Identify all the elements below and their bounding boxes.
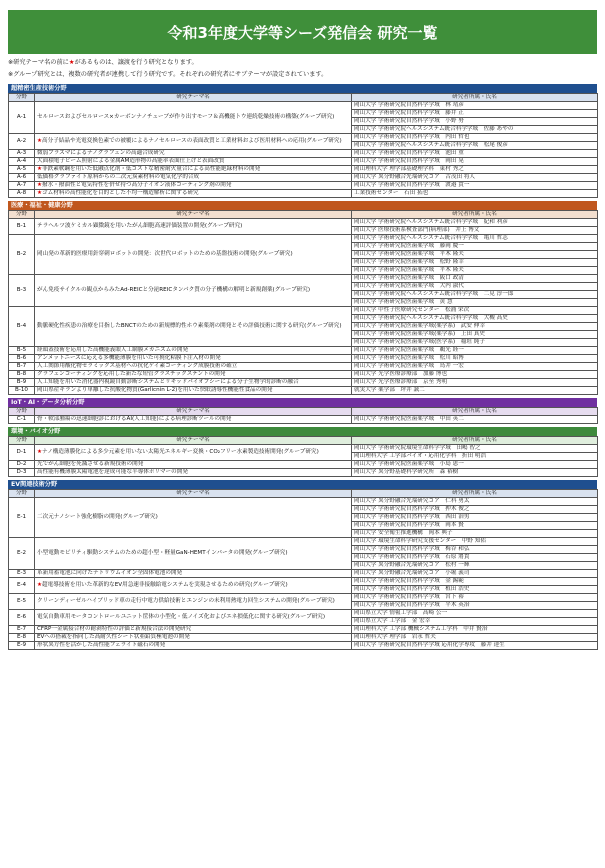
star-icon: ★	[37, 449, 43, 455]
row-theme	[35, 626, 352, 634]
table-row	[9, 626, 598, 634]
theme-text: 小型電動モビリティ駆動システムのための超小型・軽量GaN-HEMTインバータの開発(グループ研究)	[37, 550, 288, 556]
row-researchers	[352, 275, 598, 307]
researcher-entry: 岡山大学 学術研究院ヘルスシステム統合科学学域 大槻 高史	[352, 314, 597, 322]
row-researchers	[352, 347, 598, 355]
page-title: 令和3年度大学等シーズ発信会 研究一覧	[8, 10, 597, 54]
table-header-row	[9, 490, 598, 498]
row-researchers	[352, 626, 598, 634]
row-theme	[35, 166, 352, 174]
column-header-id: 分野	[9, 408, 35, 416]
researcher-entry: 岡山大学 学術研究院自然科学学域 応用化学専攻 藤井 達生	[354, 642, 505, 648]
theme-text: 骨・軟部腫瘍の迅速細胞診におけるAI(人工知能)による病理診断ツールの開発	[37, 416, 232, 422]
note-line	[8, 69, 597, 81]
table-row	[9, 498, 598, 538]
row-researchers	[352, 134, 598, 150]
theme-text: 撥水・撥油性と電気特性を併せ持つ高分子イオン液体コーティング剤の開発	[42, 182, 232, 188]
row-theme	[35, 594, 352, 610]
researcher-entry: 岡山大学 学術研究院自然科学学域 梅谷 和弘	[352, 545, 597, 553]
row-researchers	[352, 461, 598, 469]
row-researchers	[352, 102, 598, 134]
row-researchers	[352, 642, 598, 650]
column-header-theme: 研究テーマ名	[35, 211, 352, 219]
theme-text: 大面積電子ビーム照射による金属AM造形物の高能率表面仕上げと表面改質	[37, 158, 225, 164]
table-row	[9, 469, 598, 477]
column-header-researcher: 研究者所属・氏名	[352, 437, 598, 445]
row-researchers	[352, 469, 598, 477]
table-row	[9, 235, 598, 275]
row-id: D-2	[9, 461, 35, 469]
row-id: E-1	[9, 498, 35, 538]
researcher-entry: 岡山大学 安全衛生推進機構 岡本 典子	[352, 529, 597, 537]
row-researchers	[352, 387, 598, 395]
table-row	[9, 275, 598, 307]
row-id: D-1	[9, 445, 35, 461]
row-id: D-3	[9, 469, 35, 477]
row-id: B-4	[9, 307, 35, 347]
table-row	[9, 134, 598, 150]
theme-text: 人工知能を用いた消化器内視鏡自動診断システムとリキッドバイオプシーによる分子生物学的診断の融合	[37, 379, 299, 385]
researcher-entry: 岡山大学 学術研究院ヘルスシステム統合科学学域 佐藤 あやの	[352, 125, 597, 133]
researcher-entry: 岡山大学 学術研究院自然科学学域 岡田 晃	[354, 158, 464, 164]
researcher-entry: 岡山大学 学術研究院医歯薬学域 阪口 政清	[354, 275, 464, 281]
row-id: B-7	[9, 363, 35, 371]
row-theme	[35, 219, 352, 235]
row-researchers	[352, 355, 598, 363]
section-header: 医療・福祉・健康分野	[8, 201, 597, 210]
note-text: ※グループ研究とは、複数の研究者が連携して行う研究です。それぞれの研究者にサブテーマが設定されています。	[8, 71, 328, 78]
row-theme	[35, 461, 352, 469]
theme-text: 超電導技術を用いた革新的なEV用急速非接触給電システムを実現させるための研究(グループ研究)	[42, 582, 288, 588]
research-table	[8, 489, 598, 650]
row-researchers	[352, 219, 598, 235]
section	[8, 201, 597, 395]
researcher-entry: 岡山大学 学術研究院自然科学学域 押木 俊之	[352, 505, 597, 513]
table-row	[9, 347, 598, 355]
researcher-entry: 岡山大学 学術研究院自然科学学域 池田 重	[354, 150, 464, 156]
table-row	[9, 445, 598, 461]
note-line	[8, 57, 597, 69]
table-row	[9, 182, 598, 190]
document-page	[8, 10, 597, 650]
row-id: A-5	[9, 166, 35, 174]
note-text: があるものは、譲渡を行う研究となります。	[74, 59, 198, 66]
researcher-entry: 工業技術センター 石田 拓也	[354, 190, 429, 196]
row-theme	[35, 275, 352, 307]
row-id: A-3	[9, 150, 35, 158]
column-header-researcher: 研究者所属・氏名	[352, 490, 598, 498]
row-id: B-2	[9, 235, 35, 275]
row-researchers	[352, 166, 598, 174]
star-icon: ★	[37, 138, 43, 144]
theme-text: 電気自動車用モータコントロールユニット筐体の小型化・低ノイズ化およびエネ損低化に関する研究(グループ研究)	[37, 614, 326, 620]
table-row	[9, 363, 598, 371]
theme-text: 経頭蓋技術を応用した高機能義眼人工網膜メカニズムの開発	[37, 347, 189, 353]
star-icon: ★	[37, 166, 43, 172]
researcher-entry: 岡山大学 異分野融合先端研究コア 小堀 義司	[354, 570, 470, 576]
row-id: E-9	[9, 642, 35, 650]
theme-text: クリーンディーゼルハイブリッド車の走行中電力供給技術とエンジンの未利用熱電力回生システムの開発(グループ研究)	[37, 598, 335, 604]
table-row	[9, 371, 598, 379]
row-id: A-7	[9, 182, 35, 190]
row-theme	[35, 416, 352, 424]
researcher-entry: 岡山大学 学術研究院医歯薬学域 平木 隆夫	[352, 250, 597, 258]
row-theme	[35, 347, 352, 355]
table-row	[9, 594, 598, 610]
table-row	[9, 307, 598, 347]
row-theme	[35, 445, 352, 461]
row-researchers	[352, 445, 598, 461]
researcher-entry: 岡山大学 学術研究院自然科学学域 金 錫範	[354, 578, 464, 584]
row-theme	[35, 570, 352, 578]
row-theme	[35, 498, 352, 538]
note-text: ※研究テーマ名の前に	[8, 59, 69, 66]
row-theme	[35, 642, 352, 650]
researcher-entry: 岡山大学 学術研究院医歯薬学域(薬学系) 武安 伸幸	[352, 322, 597, 330]
row-theme	[35, 363, 352, 371]
researcher-entry: 岡山大学 学術研究院ヘルスシステム統合科学学域 松尾 俊彦	[352, 141, 597, 149]
researcher-entry: 岡山大学 学術研究院医歯薬学域(医学系) 稲垣 純子	[352, 338, 597, 346]
researcher-entry: 岡山大学 異分野融合先端研究コア 松村 一輝	[352, 561, 597, 569]
table-row	[9, 461, 598, 469]
section-header: 環境・バイオ分野	[8, 427, 597, 436]
row-theme	[35, 469, 352, 477]
row-id: A-4	[9, 158, 35, 166]
research-table	[8, 436, 598, 477]
row-theme	[35, 102, 352, 134]
column-header-researcher: 研究者所属・氏名	[352, 408, 598, 416]
table-row	[9, 387, 598, 395]
row-theme	[35, 190, 352, 198]
table-row	[9, 570, 598, 578]
theme-text: 形状異方性を活かした高性能フェライト磁石の開発	[37, 642, 166, 648]
row-id: B-5	[9, 347, 35, 355]
row-id: E-2	[9, 538, 35, 570]
researcher-entry: 就実大学 薬学部 坪井 誠二	[354, 387, 425, 393]
row-theme	[35, 158, 352, 166]
table-row	[9, 379, 598, 387]
row-researchers	[352, 371, 598, 379]
researcher-entry: 岡山大学 環境生命科学研究支援センター 中野 知佑	[354, 538, 486, 544]
researcher-entry: 岡山県立大学 工学部 金 宏幸	[352, 617, 597, 625]
row-researchers	[352, 363, 598, 371]
theme-text: がん免疫サイクルの観点からみたAd-REICと分泌REICタンパク質の分子機構の解明と新規創薬(グループ研究)	[37, 287, 311, 293]
researcher-entry: 岡山大学 異分野基礎科学研究所 森 裕樹	[354, 469, 459, 475]
row-researchers	[352, 379, 598, 387]
research-table	[8, 93, 598, 198]
row-id: A-8	[9, 190, 35, 198]
row-id: C-1	[9, 416, 35, 424]
researcher-entry: 岡山大学 学術研究院ヘルスシステム統合科学学域 二見 淳一郎	[352, 290, 597, 298]
row-theme	[35, 174, 352, 182]
row-researchers	[352, 634, 598, 642]
section-header: IoT・AI・データ分析分野	[8, 398, 597, 407]
row-id: B-1	[9, 219, 35, 235]
theme-text: ゴム材料の高性能化を目的とした不均一構造解析に関する研究	[42, 190, 199, 196]
researcher-entry: 岡山大学 学術研究院自然科学学域 小野 努	[352, 117, 597, 125]
researcher-entry: 岡山大学 学術研究院医歯薬学域 小島 恵一	[354, 461, 464, 467]
table-row	[9, 642, 598, 650]
researcher-entry: 岡山大学 学術研究院自然科学学域 内田 哲也	[354, 134, 470, 140]
section	[8, 398, 597, 424]
researcher-entry: 岡山大学 学術研究院医歯薬学域 鳥井 一宏	[354, 363, 464, 369]
section-header: EV関連技術分野	[8, 480, 597, 489]
row-researchers	[352, 182, 598, 190]
table-header-row	[9, 437, 598, 445]
sections-container	[8, 84, 597, 650]
row-theme	[35, 150, 352, 158]
theme-text: 動脈硬化性疾患の治療を目指したBNCTのための新規標的性ホウ素薬剤の開発とその評価技術に関する研究(グループ研究)	[37, 323, 342, 329]
theme-text: CFRP一金属接合材の耐剥特性の評価と新規接合法の開発研究	[37, 626, 192, 632]
researcher-entry: 岡山大学 学術研究院自然科学学域 岡本 賢	[352, 521, 597, 529]
theme-text: 岡山県産キランより単離した抗酸化物質(Garlicnin L-2)を用いた快眠誘導性機能性食品の開発	[37, 387, 273, 393]
researcher-entry: 岡山大学 学術研究院自然科学学域 平木 英治	[352, 601, 597, 609]
row-researchers	[352, 570, 598, 578]
researcher-entry: 岡山理科大学 理学部基礎理学科 東村 秀之	[354, 166, 464, 172]
notes	[8, 57, 597, 81]
row-researchers	[352, 190, 598, 198]
table-row	[9, 190, 598, 198]
researcher-entry: 岡山大学 医療技術系検査部門(病理部) 井上 博文	[352, 226, 597, 234]
researcher-entry: 岡山大学 学術研究院自然科学学域 渡邉 貴一	[354, 182, 470, 188]
row-id: B-6	[9, 355, 35, 363]
column-header-theme: 研究テーマ名	[35, 490, 352, 498]
table-row	[9, 219, 598, 235]
table-row	[9, 610, 598, 626]
row-id: A-6	[9, 174, 35, 182]
researcher-entry: 岡山大学 異分野融合先端研究コア 古茂田 将人	[354, 174, 476, 180]
theme-text: 人工関節用酸化物セラミックス基材への抗化ケイ素コーティング成膜技術の確立	[37, 363, 238, 369]
theme-text: 高性能有機薄膜太陽電池を達成可能な半導体ポリマーの開発	[37, 469, 188, 475]
researcher-entry: 岡山大学 学術研究院医歯薬学域(薬学系) 上田 真史	[352, 330, 597, 338]
researcher-entry: 岡山大学 学術研究院自然科学学域 西田 治男	[352, 513, 597, 521]
row-researchers	[352, 150, 598, 158]
theme-text: 高分子結晶や光電変換色素での被覆によるナノセルロースの表面改質と工業材料および医用材料への応用(グループ研究)	[42, 138, 342, 144]
table-row	[9, 634, 598, 642]
column-header-theme: 研究テーマ名	[35, 408, 352, 416]
row-theme	[35, 634, 352, 642]
theme-text: EVへの搭載を指向した高耐久性シート状亜鉛負極電池の開発	[37, 634, 190, 640]
row-theme	[35, 538, 352, 570]
table-header-row	[9, 94, 598, 102]
row-theme	[35, 355, 352, 363]
row-theme	[35, 307, 352, 347]
researcher-entry: 岡山大学 学術研究院自然科学学域 宮下 裕	[354, 594, 464, 600]
star-icon: ★	[68, 59, 75, 66]
star-icon: ★	[37, 582, 43, 588]
researcher-entry: 岡山大学 学術研究院医歯薬学域 平木 隆夫	[352, 266, 597, 274]
table-row	[9, 416, 598, 424]
column-header-theme: 研究テーマ名	[35, 94, 352, 102]
column-header-id: 分野	[9, 437, 35, 445]
row-theme	[35, 134, 352, 150]
row-id: B-3	[9, 275, 35, 307]
theme-text: 微弱プラズマによるナノグラフェンの高適合成研究	[37, 150, 165, 156]
star-icon: ★	[37, 190, 43, 196]
researcher-entry: 岡山大学 学術研究院自然科学学域 植田 浩史	[352, 585, 597, 593]
row-id: E-4	[9, 578, 35, 594]
researcher-entry: 岡山大学 光学医療診療部 京至 秀明	[354, 379, 448, 385]
row-id: A-2	[9, 134, 35, 150]
row-theme	[35, 610, 352, 626]
researcher-entry: 岡山大学 光学医療診療部 加藤 博也	[354, 371, 448, 377]
row-theme	[35, 578, 352, 594]
row-theme	[35, 182, 352, 190]
researcher-entry: 岡山大学 学術研究院医歯薬学域 黄 慧	[352, 298, 597, 306]
researcher-entry: 岡山大学 学術研究院医歯薬学域 鵜光 経一	[354, 347, 464, 353]
row-researchers	[352, 158, 598, 166]
row-theme	[35, 371, 352, 379]
table-row	[9, 102, 598, 134]
column-header-theme: 研究テーマ名	[35, 437, 352, 445]
theme-text: テラヘルツ波ケミカル顕微鏡を用いたがん細胞高速評価装置の開発(グループ研究)	[37, 223, 243, 229]
row-researchers	[352, 498, 598, 538]
theme-text: 岡山発の革新的医療用針穿刺ロボットの開発：次世代ロボットのための基盤技術の開発(グループ研究)	[37, 251, 293, 257]
section-header: 超精密生産技術分野	[8, 84, 597, 93]
row-researchers	[352, 307, 598, 347]
row-researchers	[352, 578, 598, 594]
row-researchers	[352, 610, 598, 626]
row-id: B-9	[9, 379, 35, 387]
row-researchers	[352, 174, 598, 182]
theme-text: アンメットニーズに応える多機能薄膜を用いた可撓化粘膜下注入材の開発	[37, 355, 221, 361]
section	[8, 480, 597, 650]
row-researchers	[352, 594, 598, 610]
researcher-entry: 岡山県立大学 情報工学部 高崎 公一	[354, 610, 448, 616]
researcher-entry: 岡山大学 学術研究院医歯薬学域 大内 淑代	[352, 282, 597, 290]
researcher-entry: 岡山大学 学術研究院ヘルスシステム統合科学学域 亀川 哲志	[354, 235, 508, 241]
researcher-entry: 岡山理科大学 工学部バイオ・応用化学科 折田 明浩	[352, 452, 597, 460]
row-id: E-3	[9, 570, 35, 578]
researcher-entry: 岡山大学 学術研究院医歯薬学域 藤岡 慶一	[352, 242, 597, 250]
theme-text: ナノ構造薄膜化による多少元素を用いない太陽光エネルギー変換・CO₂フリー水素製造技術開発(グループ研究)	[42, 449, 319, 455]
researcher-entry: 岡山大学 異分野融合先端研究コア 仁科 勇太	[354, 498, 470, 504]
theme-text: 光でがん細胞を死滅させる新規技術の開発	[37, 461, 144, 467]
researcher-entry: 岡山大学 学術研究院自然科学学域 藤井 正	[352, 109, 597, 117]
column-header-id: 分野	[9, 211, 35, 219]
column-header-researcher: 研究者所属・氏名	[352, 211, 598, 219]
theme-text: セルロースおよびセルロース×カーボンナノチューブが作り出すモーフ＆高機能トウ連続乾燥技術の構築(グループ研究)	[37, 114, 335, 120]
table-row	[9, 355, 598, 363]
researcher-entry: 岡山大学 学術研究院医歯薬学域 松川 昭博	[354, 355, 464, 361]
theme-text: 革新用蓄電池に向けたナトリウムイオン全固体電池の開発	[37, 570, 183, 576]
theme-text: 二次元ナノシート強化樹脂の開発(グループ研究)	[37, 514, 158, 520]
row-id: E-7	[9, 626, 35, 634]
star-icon: ★	[37, 182, 43, 188]
row-researchers	[352, 538, 598, 570]
section	[8, 427, 597, 477]
column-header-researcher: 研究者所属・氏名	[352, 94, 598, 102]
table-row	[9, 174, 598, 182]
table-row	[9, 578, 598, 594]
row-id: A-1	[9, 102, 35, 134]
researcher-entry: 岡山大学 学術研究院ヘルスシステム統合科学学域 紀和 利彦	[354, 219, 508, 225]
table-header-row	[9, 408, 598, 416]
row-id: E-5	[9, 594, 35, 610]
researcher-entry: 岡山大学 学術研究院自然科学学域 林 靖彦	[354, 102, 464, 108]
researcher-entry: 岡山大学 中性子医療研究センター 松浦 栄次	[354, 307, 470, 313]
table-row	[9, 150, 598, 158]
theme-text: 非鉄素軟鋼を用いた低融点化剤・低コストな精密耐火量合による高性能絶緑材料の開発	[42, 166, 261, 172]
researcher-entry: 岡山大学 学術研究院医歯薬学域 中田 英二	[354, 416, 464, 422]
research-table	[8, 210, 598, 395]
research-table	[8, 407, 598, 424]
column-header-id: 分野	[9, 490, 35, 498]
row-theme	[35, 387, 352, 395]
column-header-id: 分野	[9, 94, 35, 102]
section	[8, 84, 597, 198]
researcher-entry: 岡山大学 学術研究院自然科学学域 石原 將貴	[352, 553, 597, 561]
row-id: B-10	[9, 387, 35, 395]
row-theme	[35, 379, 352, 387]
row-id: B-8	[9, 371, 35, 379]
researcher-entry: 岡山大学 学術研究院環境生命科学学域 田嶋 智之	[354, 445, 481, 451]
row-id: E-6	[9, 610, 35, 626]
row-researchers	[352, 235, 598, 275]
row-id: E-8	[9, 634, 35, 642]
theme-text: 低価格グラファイト原料からの二次元炭素材料の電気化学的合成	[37, 174, 200, 180]
row-theme	[35, 235, 352, 275]
table-row	[9, 158, 598, 166]
table-row	[9, 538, 598, 570]
table-row	[9, 166, 598, 174]
researcher-entry: 岡山大学 学術研究院医歯薬学域 松野 隆幸	[352, 258, 597, 266]
row-researchers	[352, 416, 598, 424]
theme-text: グラフェンコーティングを応用した新たな短管グラスチックステントの開発	[37, 371, 226, 377]
table-header-row	[9, 211, 598, 219]
researcher-entry: 岡山理科大学 工学部 機械システム工学科 中井 賢治	[354, 626, 488, 632]
researcher-entry: 岡山理科大学 理学部 岩永 哲夫	[354, 634, 436, 640]
